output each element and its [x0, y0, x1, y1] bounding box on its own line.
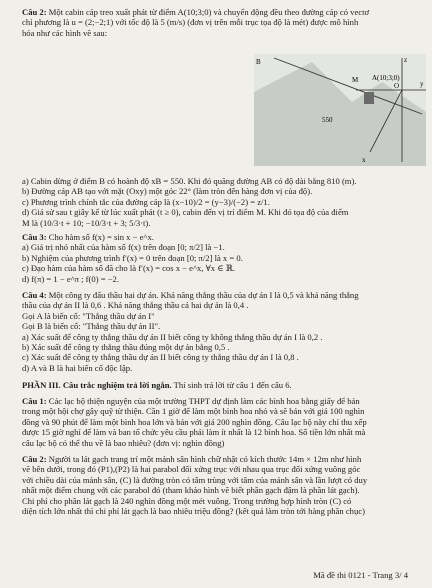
- p3q1-line-4: được 15 giờ nghỉ để làm và ban tổ chức yêu cầu phải làm ít nhất là 12 bình hoa. Số tiền lớn nhất mà: [22, 427, 366, 438]
- question-2-items: [22, 176, 414, 228]
- cable-figure-svg: [252, 52, 428, 168]
- q4-line-2: thầu của dự án II là 0,6 . Khả năng thắng thầu cả hai dự án là 0,4 .: [22, 300, 249, 311]
- q2-line-2: chỉ phương là u = (2;−2;1) với tốc độ là 5 (m/s) (đơn vị trên mỗi trục tọa độ là mét) được mô hình: [22, 17, 359, 28]
- q2-item-c: c) Phương trình chính tắc của đường cáp là (x−10)/2 = (y−3)/(−2) = z/1.: [22, 196, 270, 207]
- cable-car-figure: [252, 52, 428, 168]
- part-3-heading: PHẦN III. Câu trắc nghiệm trả lời ngắn. Thí sinh trả lời từ câu 1 đến câu 6.: [22, 380, 292, 390]
- q4-item-a: a) Xác suất để công ty thắng thầu dự án II biết công ty không thắng thầu dự án I là 0,2 .: [22, 331, 323, 342]
- p3q2-line-1: Câu 2: Người ta lát gạch trang trí một mảnh sân hình chữ nhật có kích thước 14m × 12m như hình: [22, 454, 362, 464]
- label-a: A(10;3;0): [372, 74, 400, 82]
- label-y: y: [420, 80, 424, 88]
- part-3-question-2: [22, 454, 414, 516]
- q3-item-d: d) f(π) = 1 − e^π ; f(0) = −2.: [22, 273, 120, 284]
- part-3-question-1: [22, 396, 414, 448]
- cabin-icon: [364, 92, 374, 104]
- p3q1-line-1: Câu 1: Các lạc bộ thiện nguyện của một trường THPT dự định làm các bình hoa bằng giấy để bán: [22, 396, 360, 406]
- p3q2-line-4: nhất một điểm chung với các parabol đó (tham khảo hình vẽ biết phần gạch đậm là phần lát gạch).: [22, 485, 360, 496]
- label-550: 550: [322, 116, 333, 124]
- q4-line-1: Câu 4: Một công ty đấu thầu hai dự án. Khả năng thắng thầu của dự án I là 0,5 và khả năng thắng: [22, 290, 359, 300]
- p3q2-line-6: diện tích lớn nhất thì chi phí lát gạch là bao nhiêu triệu đồng? (kết quả làm tròn tới hàng phần chục): [22, 506, 365, 517]
- p3q1-line-3: đồng và 90 phút để làm một bình hoa lớn và bán với giá 200 nghìn đồng. Câu lạc bộ này chỉ thu xếp: [22, 416, 367, 427]
- q3-intro: Câu 3: Cho hàm số f(x) = sin x − e^x.: [22, 232, 154, 242]
- question-2: [22, 7, 414, 38]
- label-z: z: [404, 56, 408, 64]
- p3q1-line-2: trong một hội chợ gây quỹ từ thiện. Cần 1 giờ để làm một bình hoa nhỏ và sẽ bán với giá 100 nghìn: [22, 406, 365, 417]
- p3q2-line-2: vẽ bên dưới, trong đó (P1),(P2) là hai parabol đối xứng trục với nhau qua trục đối xứng vuông góc: [22, 464, 361, 475]
- q4-item-b: b) Xác suất để công ty thắng thầu đúng một dự án bằng 0,5 .: [22, 342, 230, 353]
- q2-item-d: d) Giả sử sau t giây kể từ lúc xuất phát (t ≥ 0), cabin đến vị trí điểm M. Khi đó tọa độ của điểm: [22, 207, 349, 218]
- q2-line-3: hóa như các hình vẽ sau:: [22, 27, 108, 38]
- q3-item-b: b) Nghiệm của phương trình f′(x) = 0 trên đoạn [0; π/2] là x = 0.: [22, 252, 243, 263]
- label-b: B: [256, 58, 261, 66]
- p3q2-line-5: Chi phí cho phần lát gạch là 240 nghìn đồng một mét vuông. Trong trường hợp hình tròn (C) có: [22, 495, 352, 506]
- label-m: M: [352, 76, 359, 84]
- question-4: [22, 290, 414, 373]
- q2-item-d-cont: M là (10/3·t + 10; −10/3·t + 3; 5/3·t).: [22, 217, 151, 228]
- q2-item-a: a) Cabin dừng ở điểm B có hoành độ xB = 550. Khi đó quãng đường AB có độ dài bằng 810 (m).: [22, 176, 357, 186]
- q3-item-c: c) Đạo hàm của hàm số đã cho là f′(x) = cos x − e^x, ∀x ∈ ℝ.: [22, 263, 236, 274]
- q4-item-d: d) A và B là hai biến cố độc lập.: [22, 362, 133, 373]
- q2-item-b: b) Đường cáp AB tạo với mặt (Oxy) một góc 22° (làm tròn đến hàng đơn vị của độ).: [22, 186, 313, 197]
- p3q1-line-5: câu lạc bộ có thể thu về là bao nhiêu? (đơn vị: nghìn đồng): [22, 437, 225, 448]
- q2-line-1: Câu 2: Một cabin cáp treo xuất phát từ điểm A(10;3;0) và chuyển động đều theo đường cáp có vectơ: [22, 7, 370, 17]
- label-o: O: [394, 82, 400, 90]
- question-3: [22, 232, 414, 284]
- q4-item-c: c) Xác suất để công ty thắng thầu dự án II biết công ty thắng thầu dự án I là 0,8 .: [22, 352, 299, 363]
- q3-item-a: a) Giá trị nhỏ nhất của hàm số f(x) trên đoạn [0; π/2] là −1.: [22, 242, 225, 253]
- page-footer: Mã đề thi 0121 - Trang 3/ 4: [313, 570, 408, 580]
- p3q2-line-3: với chiều dài của mảnh sân, (C) là đường tròn có tâm trùng với tâm của mảnh sân và lần lượt có duy: [22, 474, 368, 485]
- q4-line-3: Gọi A là biến cố: "Thắng thầu dự án I": [22, 310, 155, 321]
- label-x: x: [362, 156, 366, 164]
- q4-line-4: Gọi B là biến cố: "Thắng thầu dự án II".: [22, 321, 161, 332]
